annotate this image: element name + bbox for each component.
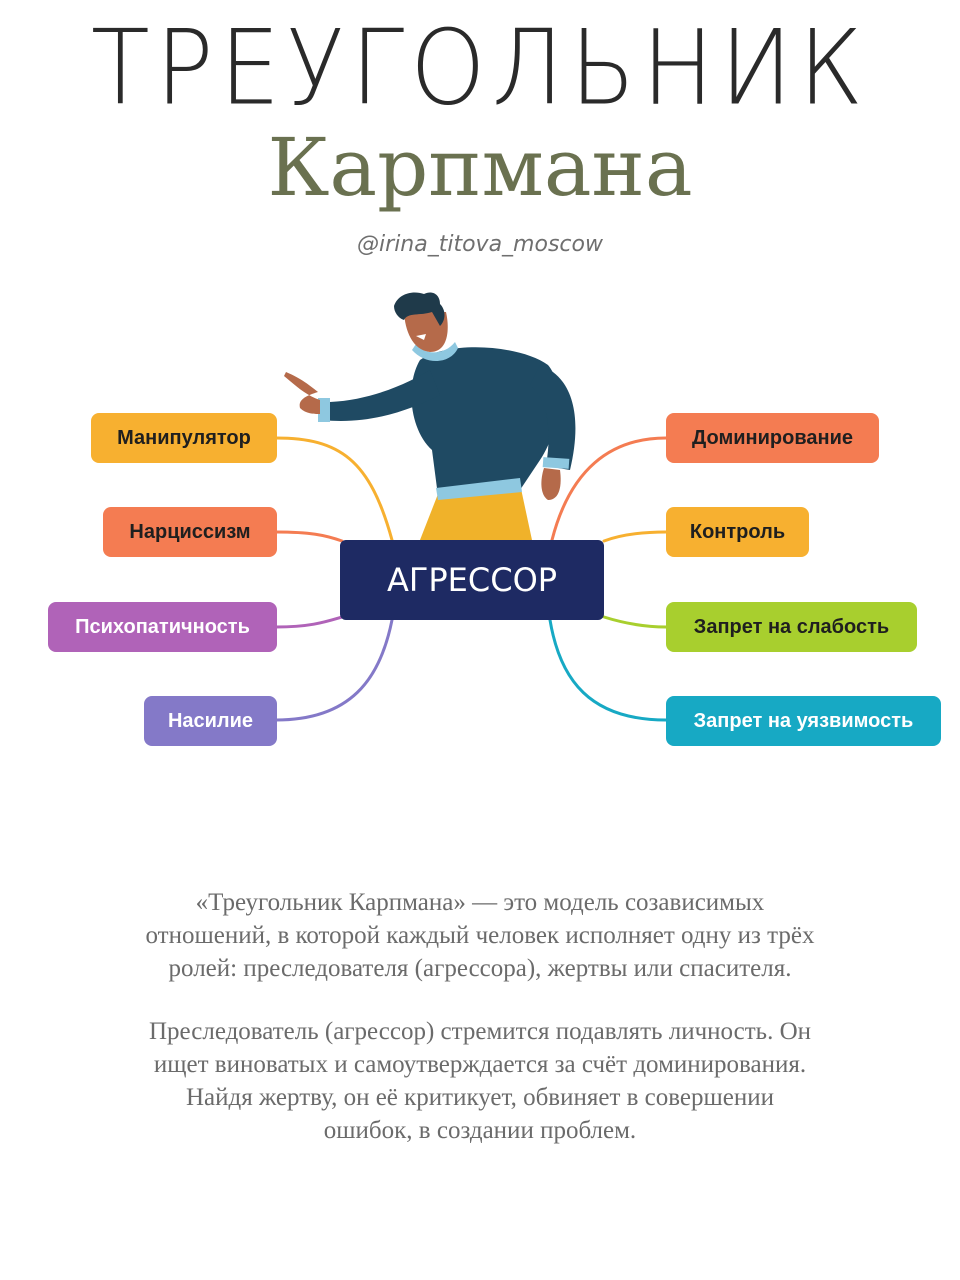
text-line: ролей: преследователя (агрессора), жертвы или спасителя. bbox=[168, 955, 792, 982]
node-weakness-ban-label: Запрет на слабость bbox=[693, 615, 890, 638]
connector-vulnerability bbox=[550, 620, 666, 720]
connector-narcissism bbox=[276, 532, 342, 541]
node-control-label: Контроль bbox=[689, 520, 786, 543]
node-narcissism bbox=[103, 507, 277, 557]
text-line: ошибок, в создании проблем. bbox=[323, 1117, 637, 1144]
node-manipulator-label: Манипулятор bbox=[117, 426, 251, 449]
node-psychopathy-label: Психопатичность bbox=[75, 615, 250, 638]
node-vulnerability-ban-label: Запрет на уязвимость bbox=[693, 709, 914, 732]
aggressor-illustration bbox=[284, 292, 575, 540]
description-paragraph-2 bbox=[40, 1015, 920, 1147]
connector-weakness bbox=[604, 617, 666, 627]
text-line: Преследователь (агрессор) стремится подавлять личность. Он bbox=[148, 1018, 812, 1045]
author-handle: @irina_titova_moscow bbox=[357, 232, 603, 257]
node-violence-label: Насилие bbox=[167, 709, 254, 732]
center-node-aggressor bbox=[340, 540, 604, 620]
text-line: Найдя жертву, он её критикует, обвиняет в совершении bbox=[185, 1084, 775, 1111]
node-psychopathy bbox=[48, 602, 277, 652]
node-control bbox=[666, 507, 809, 557]
node-domination bbox=[666, 413, 879, 463]
text-line: ищет виноватых и самоутверждается за счёт доминирования. bbox=[153, 1051, 807, 1078]
connector-manipulator bbox=[276, 438, 392, 540]
text-line: отношений, в которой каждый человек исполняет одну из трёх bbox=[145, 922, 815, 949]
description-paragraph-1 bbox=[40, 886, 920, 985]
node-vulnerability-ban bbox=[666, 696, 941, 746]
page-subtitle: Карпмана bbox=[267, 121, 693, 214]
node-narcissism-label: Нарциссизм bbox=[129, 520, 251, 543]
node-manipulator bbox=[91, 413, 277, 463]
connector-control bbox=[604, 532, 666, 541]
node-domination-label: Доминирование bbox=[692, 426, 853, 449]
center-node-label: АГРЕССОР bbox=[386, 561, 558, 599]
page-title: ТРЕУГОЛЬНИК bbox=[90, 7, 870, 129]
text-line: «Треугольник Карпмана» — это модель созависимых bbox=[195, 889, 765, 916]
connector-psychopathy bbox=[276, 617, 342, 627]
node-violence bbox=[144, 696, 277, 746]
connector-violence bbox=[276, 620, 392, 720]
node-weakness-ban bbox=[666, 602, 917, 652]
